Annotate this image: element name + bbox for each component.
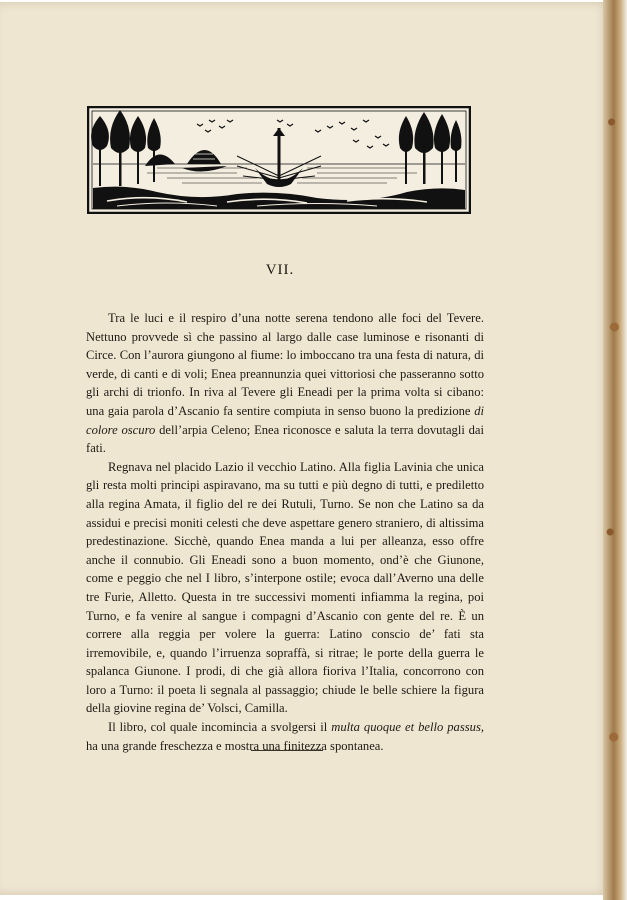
chapter-number: VII. — [265, 262, 295, 278]
paragraph — [86, 309, 484, 458]
italic-quote: multa quoque et bello passus, — [331, 720, 484, 735]
body-text — [86, 309, 484, 755]
paragraph — [86, 458, 484, 718]
paragraph-text: ha una grande freschezza e mostra una finitezza spontanea. — [86, 738, 384, 753]
closing-rule — [251, 750, 323, 751]
paragraph-text: Tra le luci e il respiro d’una notte serena tendono alle foci del Tevere. Nettuno provvede sì che passino al largo dalle case luminose e risonanti di Circe. Con l’aurora giungono al fiume: lo imboccano tra una festa di natura, di verde, di canti e di voli; Enea preannunzia quei vittoriosi che passeranno sotto gli archi di trionfo. In riva al Tevere gli Eneadi per la prima volta si cibano: una gaia parola d’Ascanio fa sentire compiuta in senso buono la predizione — [86, 311, 484, 418]
paragraph-text: Il libro, col quale incomincia a svolgersi il — [108, 720, 332, 735]
paragraph-text: Regnava nel placido Lazio il vecchio Latino. Alla figlia Lavinia che unica gli resta molti principi aspiravano, ma su tutti e più degno di tutti, e prediletto alla regina Amata, il figlio del re dei Rutuli, Turno. Se non che Latino sa da assidui e precisi moniti celesti che deve aspettare genero straniero, di altissima predestinazione. Sicchè, quando Enea manda a lui per alleanza, esso offre anche il connubio. Gli Eneadi sono a buon momento, ond’è che Giunone, come e peggio che nel I libro, s’interpone ostile; evoca dall’Averno una delle tre Furie, Alletto. Questa in tre successivi momenti infiamma la regina, poi Turno, e fa venire al sangue i compagni d’Ascanio con gente del re. È un correre alla reggia per volere la guerra: Latino conscio de’ fati sta irremovibile, e, quando l’irruenza sopraffà, si ritrae; le porte della guerra le spalanca Giunone. I prodi, di che già allora fioriva l’Italia, concorrono con loro a Turno: il poeta li segnala al passaggio; chiude le belle schiere la figura della giovine regina de’ Volsci, Camilla. — [86, 459, 484, 716]
italic-quote: di colore oscuro — [86, 403, 484, 437]
woodcut-vignette-icon — [87, 106, 471, 214]
foxing-spots — [606, 40, 620, 860]
paragraph-text: dell’arpia Celeno; Enea riconosce e saluta la terra dovutagli dai fati. — [86, 422, 485, 456]
